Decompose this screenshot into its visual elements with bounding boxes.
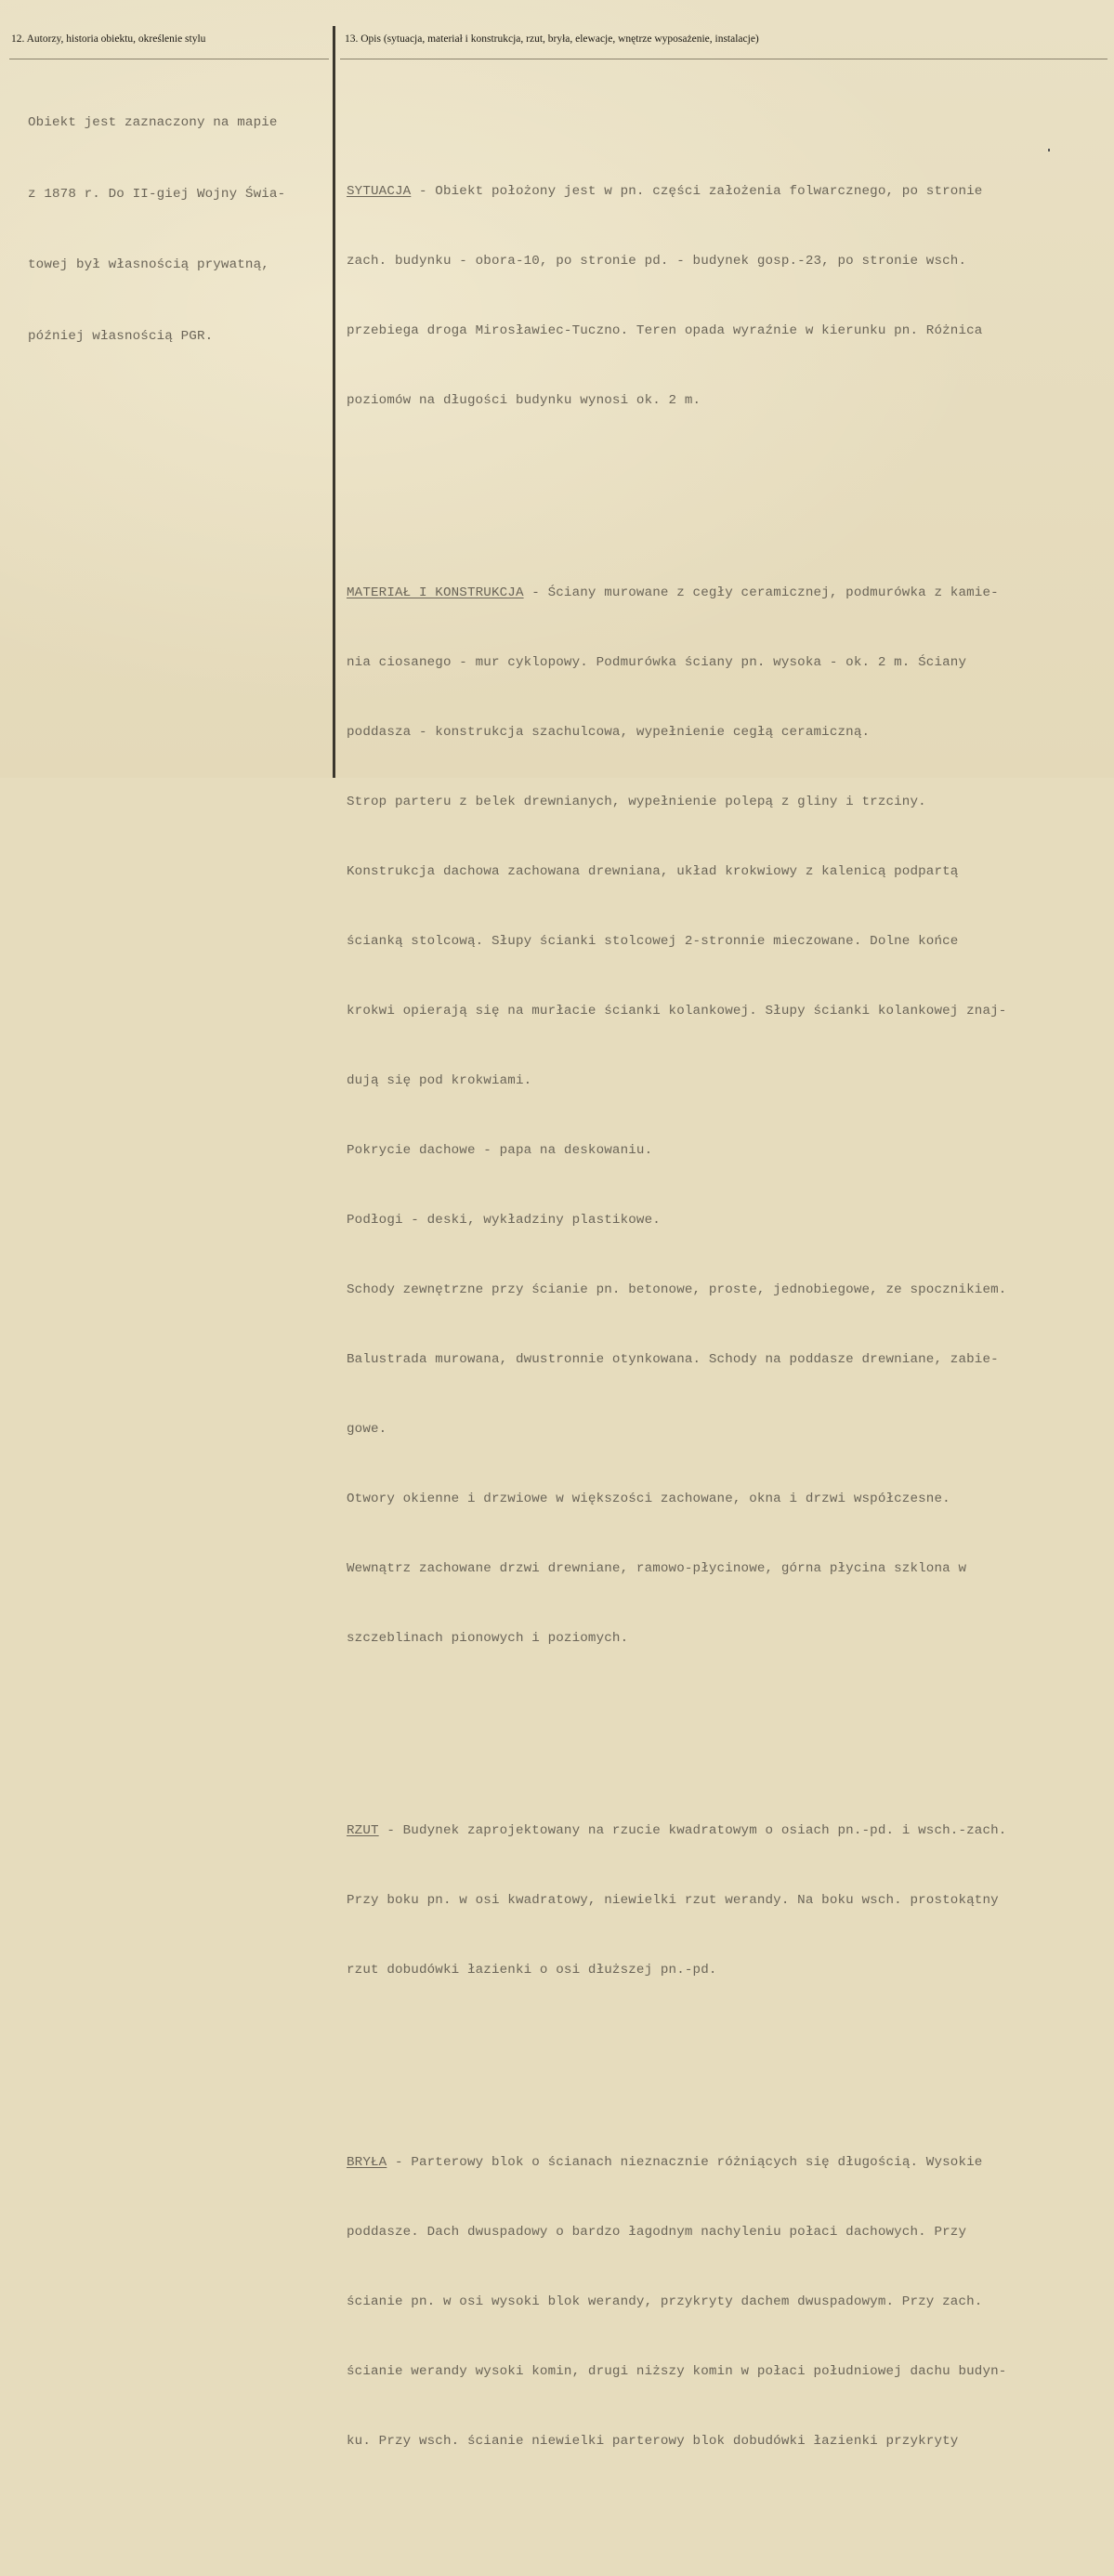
- description-line: poddasza - konstrukcja szachulcowa, wypełnienie cegłą ceramiczną.: [347, 725, 871, 740]
- description-line: MATERIAŁ I KONSTRUKCJA - Ściany murowane z cegły ceramicznej, podmurówka z kamie-: [347, 585, 999, 600]
- description-line: szczeblinach pionowych i poziomych.: [347, 1631, 629, 1646]
- ink-speck: [1048, 149, 1050, 151]
- description-line: rzut dobudówki łazienki o osi dłuższej pn.-pd.: [347, 1963, 717, 1978]
- description-text: [347, 64, 1110, 2576]
- description-line: poddasze. Dach dwuspadowy o bardzo łagodnym nachyleniu połaci dachowych. Przy: [347, 2225, 967, 2240]
- description-line: dują się pod krokwiami.: [347, 1073, 532, 1088]
- description-line: Pokrycie dachowe - papa na deskowaniu.: [347, 1143, 653, 1158]
- history-text: [28, 64, 285, 396]
- description-line: Schody zewnętrzne przy ścianie pn. betonowe, proste, jednobiegowe, ze spocznikiem.: [347, 1282, 1007, 1297]
- section-heading: BRYŁA: [347, 2155, 387, 2170]
- description-line: RZUT - Budynek zaprojektowany na rzucie kwadratowym o osiach pn.-pd. i wsch.-zach.: [347, 1823, 1007, 1838]
- section-rzut: [347, 1773, 1110, 2029]
- description-line: SYTUACJA - Obiekt położony jest w pn. części założenia folwarcznego, po stronie: [347, 184, 983, 199]
- description-line: krokwi opierają się na murłacie ścianki kolankowej. Słupy ścianki kolankowej znaj-: [347, 1004, 1007, 1019]
- section-material-konstrukcja: [347, 535, 1110, 1697]
- section-sytuacja: [347, 134, 1110, 459]
- description-line: Wewnątrz zachowane drzwi drewniane, ramowo-płycinowe, górna płycina szklona w: [347, 1561, 967, 1576]
- section-heading: SYTUACJA: [347, 184, 412, 199]
- description-line: ścianką stolcową. Słupy ścianki stolcowej 2-stronnie mieczowane. Dolne końce: [347, 934, 959, 949]
- description-line: przebiega droga Mirosławiec-Tuczno. Teren opada wyraźnie w kierunku pn. Różnica: [347, 323, 983, 338]
- description-line: Balustrada murowana, dwustronnie otynkowana. Schody na poddasze drewniane, zabie-: [347, 1352, 999, 1367]
- description-line: nia ciosanego - mur cyklopowy. Podmurówka ściany pn. wysoka - ok. 2 m. Ściany: [347, 655, 967, 670]
- section-13-header: 13. Opis (sytuacja, materiał i konstrukcja, rzut, bryła, elewacje, wnętrze wyposażenie, instalacje): [345, 33, 759, 45]
- section-bryla: [347, 2105, 1110, 2500]
- history-line: Obiekt jest zaznaczony na mapie: [28, 115, 278, 130]
- history-line: z 1878 r. Do II-giej Wojny Świa-: [28, 186, 286, 202]
- description-line: ścianie pn. w osi wysoki blok werandy, przykryty dachem dwuspadowym. Przy zach.: [347, 2294, 983, 2309]
- description-line: ścianie werandy wysoki komin, drugi niższy komin w połaci południowej dachu budyn-: [347, 2364, 1007, 2379]
- description-line: ku. Przy wsch. ścianie niewielki parterowy blok dobudówki łazienki przykryty: [347, 2434, 959, 2449]
- column-divider: [333, 26, 335, 778]
- section-12-header: 12. Autorzy, historia obiektu, określenie stylu: [11, 33, 206, 45]
- description-line: BRYŁA - Parterowy blok o ścianach nieznacznie różniących się długością. Wysokie: [347, 2155, 983, 2170]
- history-line: towej był własnością prywatną,: [28, 257, 269, 272]
- description-line: Przy boku pn. w osi kwadratowy, niewielki rzut werandy. Na boku wsch. prostokątny: [347, 1893, 999, 1908]
- history-line: później własnością PGR.: [28, 328, 214, 344]
- description-line: Strop parteru z belek drewnianych, wypełnienie polepą z gliny i trzciny.: [347, 795, 926, 809]
- description-line: zach. budynku - obora-10, po stronie pd. - budynek gosp.-23, po stronie wsch.: [347, 254, 967, 269]
- section-heading: MATERIAŁ I KONSTRUKCJA: [347, 585, 524, 600]
- description-line: Podłogi - deski, wykładziny plastikowe.: [347, 1213, 661, 1228]
- description-line: poziomów na długości budynku wynosi ok. 2 m.: [347, 393, 701, 408]
- description-line: gowe.: [347, 1422, 387, 1437]
- section-heading: RZUT: [347, 1823, 379, 1838]
- description-line: Otwory okienne i drzwiowe w większości zachowane, okna i drzwi współczesne.: [347, 1492, 950, 1506]
- description-line: Konstrukcja dachowa zachowana drewniana, układ krokwiowy z kalenicą podpartą: [347, 864, 959, 879]
